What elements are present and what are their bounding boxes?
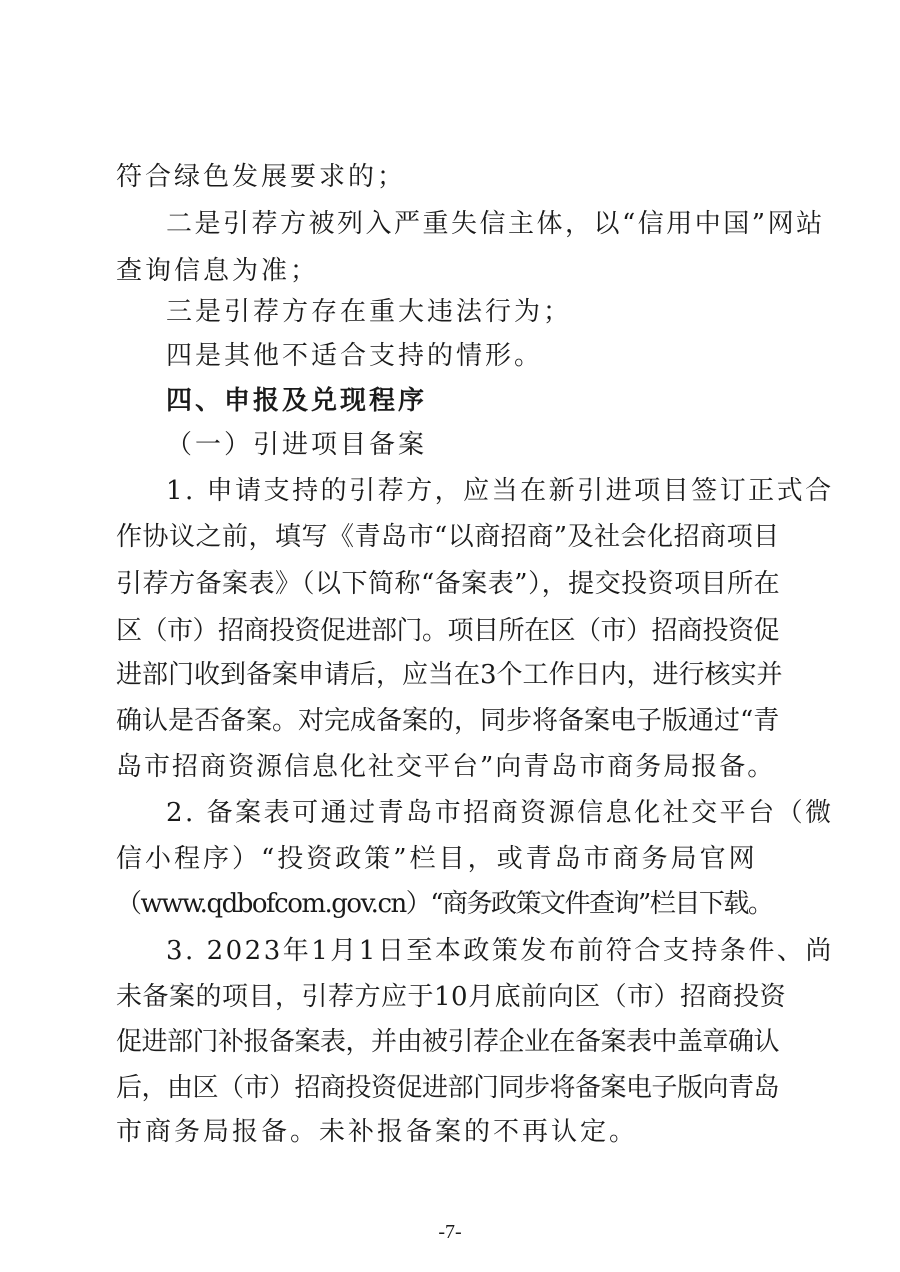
paragraph-line: 1. 申请支持的引荐方，应当在新引进项目签订正式合 [166,476,834,506]
paragraph-line: 信小程序）“投资政策”栏目，或青岛市商务局官网 [116,844,758,874]
paragraph-line: 四是其他不适合支持的情形。 [166,341,544,371]
paragraph-line: 市商务局报备。未补报备案的不再认定。 [116,1117,639,1147]
page-number: -7- [438,1221,462,1243]
paragraph-line: 符合绿色发展要求的； [116,162,407,192]
paragraph-line: 二是引荐方被列入严重失信主体，以“信用中国”网站 [166,209,825,239]
paragraph-line: 后，由区（市）招商投资促进部门同步将备案电子版向青岛 [116,1073,780,1103]
paragraph-line: 未备案的项目，引荐方应于10月底前向区（市）招商投资 [116,982,787,1012]
paragraph-line: 查询信息为准； [116,256,320,286]
paragraph-line: 岛市招商资源信息化社交平台”向青岛市商务局报备。 [116,752,776,782]
paragraph-line: 作协议之前，填写《青岛市“以商招商”及社会化招商项目 [116,522,780,552]
paragraph-line: 3. 2023年1月1日至本政策发布前符合支持条件、尚 [166,936,834,966]
paragraph-line: 三是引荐方存在重大违法行为； [166,297,573,327]
paragraph-line: 进部门收到备案申请后，应当在3个工作日内，进行核实并 [116,660,783,690]
paragraph-line: 确认是否备案。对完成备案的，同步将备案电子版通过“青 [116,706,780,736]
paragraph-line: 区（市）招商投资促进部门。项目所在区（市）招商投资促 [116,616,780,646]
paragraph-line: 2. 备案表可通过青岛市招商资源信息化社交平台（微 [166,798,834,828]
paragraph-line: 引荐方备案表》（以下简称“备案表”），提交投资项目所在 [116,569,781,599]
paragraph-line: （www.qdbofcom.gov.cn）“商务政策文件查询”栏目下载。 [116,889,773,919]
subsection-heading: （一）引进项目备案 [166,430,428,460]
paragraph-line: 促进部门补报备案表，并由被引荐企业在备案表中盖章确认 [116,1027,780,1057]
section-heading: 四、申报及兑现程序 [166,386,428,416]
